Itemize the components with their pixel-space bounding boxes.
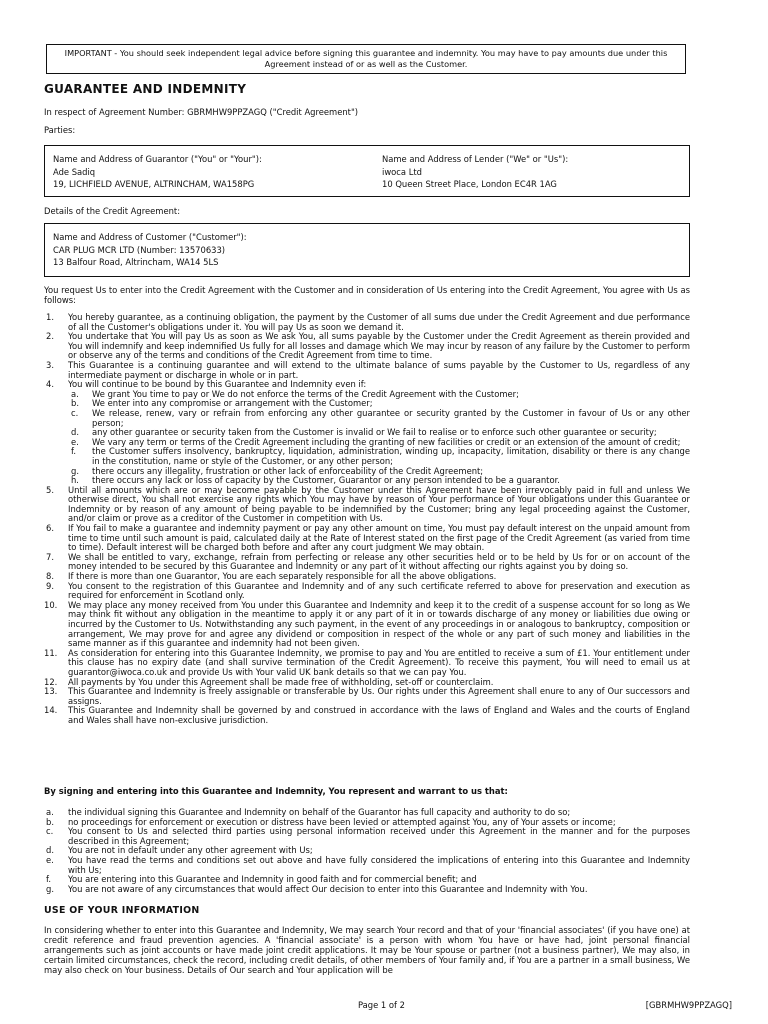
warranty-letter: c. (46, 826, 54, 837)
clause-number: 11. (44, 647, 58, 658)
warranty-letter: a. (46, 807, 54, 817)
clause-number: 1. (46, 312, 54, 322)
clause-text: If You fail to make a guarantee and indemnity payment or pay any other amount on time, You must pay default interest on the unpaid amount from time to time until such amount is paid, calculated daily at the Rate of Interest stated on the first page of the Credit Agreement (as varied from time to time). Default interest will be charged both before and after any court judgment We may obtain. (68, 523, 690, 553)
document-title: GUARANTEE AND INDEMNITY (44, 82, 247, 96)
clause-item (44, 361, 690, 380)
clause-item (44, 524, 690, 553)
intro-paragraph: You request Us to enter into the Credit Agreement with the Customer and in consideration of Us entering into the Credit Agreement, You agree with Us as follows: (44, 285, 690, 306)
guarantor-block (53, 153, 262, 191)
subitem-letter: f. (71, 446, 77, 457)
warranty-text: You are not in default under any other agreement with Us; (68, 845, 313, 856)
lender-block (382, 153, 568, 191)
use-of-information-heading: USE OF YOUR INFORMATION (44, 905, 200, 916)
clause-text: This Guarantee and Indemnity shall be governed by and construed in accordance with the laws of England and Wales and the courts of England and Wales shall have non-exclusive jurisdiction. (68, 705, 690, 725)
details-label: Details of the Credit Agreement: (44, 206, 181, 216)
warranty-item (44, 827, 690, 846)
clause-text: You undertake that You will pay Us as soon as We ask You, all sums payable by the Customer under the Credit Agreement as therein provided and You will indemnify and keep indemnified Us fully for all losses and damage which We may incur by reason of any failure by the Customer to perform or observe any of the terms and conditions of the Credit Agreement from time to time. (68, 331, 690, 361)
subitem-letter: d. (71, 427, 79, 438)
clause-4-sublist (68, 390, 690, 486)
subitem-text: We vary any term or terms of the Credit Agreement including the granting of new facilities or credit or an extension of the amount of credit; (92, 436, 681, 447)
guarantor-name: Ade Sadiq (53, 166, 96, 177)
clause-item (44, 313, 690, 332)
clause-text: We may place any money received from You under this Guarantee and Indemnity and keep it to the credit of a suspense account for so long as We may think fit without any obligation in the meantime to apply it or any part of it in or towards discharge of any money or liabilities due owing or incurred by the Customer to Us. Notwithstanding any such payment, in the event of any proceedings in or analogous to bankruptcy, composition or arrangement, We may prove for and agree any dividend or composition in respect of the whole or any part of such money and liabilities in the same manner as if this guarantee and indemnity had not been given. (68, 599, 690, 649)
use-of-information-text: In considering whether to enter into this Guarantee and Indemnity, We may search Your record and that of your 'financial associates' (if you have one) at credit reference and fraud prevention agencies. A 'financial associate' is a person with whom You have or have had, joint personal financial arrangements such as joint accounts or have made joint credit applications. It may be Your spouse or partner (not a business partner), We may also, in certain limited circumstances, check the record, including credit details, of other members of Your family and, if You are a partner in a small business, We may also check on Your business. Details of Our search and Your application will be (44, 925, 690, 975)
clause-item (44, 601, 690, 649)
parties-box (44, 145, 690, 197)
clause-4-subitem (68, 447, 690, 466)
clause-number: 12. (44, 676, 58, 687)
clause-item (44, 332, 690, 361)
customer-label: Name and Address of Customer ("Customer"): (53, 232, 247, 242)
clause-number: 7. (46, 551, 54, 562)
important-notice: IMPORTANT - You should seek independent legal advice before signing this guarantee and indemnity. You may have to pay amounts due under this Agreement instead of or as well as the Customer. (46, 44, 686, 74)
warranty-letter: b. (46, 816, 54, 827)
subitem-letter: g. (71, 465, 79, 476)
subitem-letter: h. (71, 475, 79, 486)
warranty-item (44, 885, 690, 895)
clauses-list (44, 313, 690, 726)
warranties-list (44, 808, 690, 894)
clause-text: Until all amounts which are or may become payable by the Customer under this Agreement have been irrevocably paid in full and unless We otherwise direct, You shall not exercise any rights which You may have by reason of Your performance of Your obligations under this Guarantee or Indemnity or by reason of any amount of being payable to be indemnified by the Customer; bring any legal proceeding against the Customer, and/or claim or prove as a creditor of the Customer in competition with Us. (68, 484, 690, 524)
clause-text: All payments by You under this Agreement shall be made free of withholding, set-off or counterclaim. (68, 676, 494, 687)
clause-item (44, 380, 690, 486)
parties-label: Parties: (44, 125, 76, 135)
subitem-text: We enter into any compromise or arrangement with the Customer; (92, 398, 373, 409)
agreement-reference: In respect of Agreement Number: GBRMHW9PPZAGQ ("Credit Agreement") (44, 107, 359, 117)
warranty-text: You are entering into this Guarantee and Indemnity in good faith and for commercial benefit; and (68, 874, 477, 885)
clause-number: 13. (44, 686, 58, 697)
warranty-letter: f. (46, 874, 52, 885)
warranty-letter: g. (46, 883, 54, 894)
warranty-item (44, 856, 690, 875)
clause-text: This Guarantee and Indemnity is freely assignable or transferable by Us. Our rights under this Agreement shall enure to any of Our successors and assigns. (68, 686, 690, 706)
footer-reference: [GBRMHW9PPZAGQ] (645, 1000, 732, 1010)
clause-number: 8. (46, 571, 54, 582)
subitem-letter: e. (71, 436, 79, 447)
subitem-letter: c. (71, 407, 79, 418)
clause-text: If there is more than one Guarantor, You are each separately responsible for all the above obligations. (68, 571, 497, 582)
page-number: Page 1 of 2 (358, 1000, 405, 1010)
customer-name: CAR PLUG MCR LTD (Number: 13570633) (53, 244, 226, 255)
clause-text: You consent to the registration of this Guarantee and Indemnity and of any such certificate referred to above for preservation and execution as required for enforcement in Scotland only. (68, 580, 690, 601)
lender-label: Name and Address of Lender ("We" or "Us"): (382, 154, 569, 164)
lender-address: 10 Queen Street Place, London EC4R 1AG (382, 179, 557, 189)
subitem-letter: a. (71, 388, 79, 399)
subitem-text: We release, renew, vary or refrain from enforcing any other guarantee or security granted by the Customer in favour of Us or any other person; (92, 407, 690, 428)
clause-number: 10. (44, 599, 58, 610)
clause-number: 6. (46, 523, 54, 534)
clause-item (44, 649, 690, 678)
customer-address: 13 Balfour Road, Altrincham, WA14 5LS (53, 257, 219, 267)
guarantor-address: 19, LICHFIELD AVENUE, ALTRINCHAM, WA158PG (53, 179, 255, 189)
clause-item (44, 486, 690, 524)
clause-number: 2. (46, 331, 54, 342)
clause-item (44, 553, 690, 572)
clause-4-subitem (68, 409, 690, 428)
customer-block (53, 231, 247, 269)
clause-number: 3. (46, 359, 54, 370)
clause-text: We shall be entitled to vary, exchange, refrain from perfecting or release any other securities held or to be held by Us for or on account of the money intended to be secured by this Guarantee and Indemnity or any part of it without affecting our rights against you by doing so. (68, 551, 690, 572)
warranty-text: You are not aware of any circumstances that would affect Our decision to enter into this Guarantee and Indemnity with You. (68, 883, 588, 894)
clause-text: This Guarantee is a continuing guarantee and will extend to the ultimate balance of sums payable by the Customer to Us, regardless of any intermediate payment or discharge in whole or in part. (68, 359, 690, 380)
subitem-letter: b. (71, 398, 79, 409)
clause-item (44, 582, 690, 601)
subitem-text: any other guarantee or security taken from the Customer is invalid or We fail to realise or to enforce such other guarantee or security; (92, 427, 657, 438)
clause-text: You will continue to be bound by this Guarantee and Indemnity even if: (68, 379, 367, 390)
clause-text: You hereby guarantee, as a continuing obligation, the payment by the Customer of all sums due under the Credit Agreement and due performance of all the Customer's obligations under it. You will pay Us as soon we demand it. (68, 312, 690, 332)
clause-item (44, 706, 690, 725)
clause-number: 9. (46, 580, 54, 591)
warranty-text: the individual signing this Guarantee and Indemnity on behalf of the Guarantor has full capacity and authority to do so; (68, 807, 571, 817)
warranties-heading: By signing and entering into this Guarantee and Indemnity, You represent and warrant to us that: (44, 786, 508, 796)
subitem-text: the Customer suffers insolvency, bankruptcy, liquidation, administration, winding up, incapacity, limitation, disability or there is any change in the constitution, name or style of the Customer, or any other person; (92, 446, 690, 466)
guarantor-label: Name and Address of Guarantor ("You" or "Your"): (53, 154, 262, 164)
clause-number: 14. (44, 705, 58, 716)
warranty-text: You consent to Us and selected third parties using personal information received under this Agreement in the manner and for the purposes described in this Agreement; (68, 826, 690, 846)
clause-text: As consideration for entering into this Guarantee Indemnity, we promise to pay and You are entitled to receive a sum of £1. Your entitlement under this clause has no expiry date (and shall survive termination of the Credit Agreement). To receive this payment, You will need to email us at guarantor@iwoca.co.uk and provide Us with Your valid UK bank details so that we can pay You. (68, 647, 690, 677)
warranty-text: You have read the terms and conditions set out above and have fully considered the implications of entering into this Guarantee and Indemnity with Us; (68, 854, 690, 875)
clause-item (44, 687, 690, 706)
subitem-text: there occurs any illegality, frustration or other lack of enforceability of the Credit Agreement; (92, 465, 484, 476)
subitem-text: there occurs any lack or loss of capacity by the Customer, Guarantor or any person intended to be a guarantor. (92, 475, 560, 486)
customer-box (44, 223, 690, 277)
lender-name: iwoca Ltd (382, 166, 422, 177)
warranty-text: no proceedings for enforcement or execution or distress have been levied or attempted against You, any of Your assets or income; (68, 816, 616, 827)
warranty-letter: e. (46, 854, 54, 865)
clause-number: 5. (46, 484, 54, 495)
clause-number: 4. (46, 379, 54, 390)
warranty-letter: d. (46, 845, 54, 856)
subitem-text: We grant You time to pay or We do not enforce the terms of the Credit Agreement with the Customer; (92, 388, 519, 399)
